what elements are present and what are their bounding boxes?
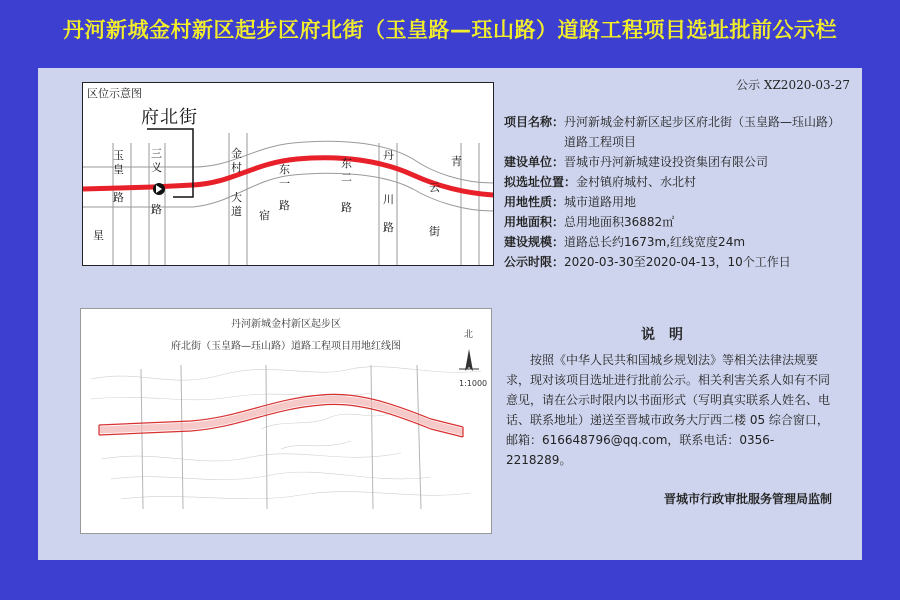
info-row-site: 拟选址位置： 金村镇府城村、水北村: [504, 175, 697, 189]
plan-title-line2: 府北街（玉皇路—珏山路）道路工程项目用地红线图: [171, 341, 401, 352]
supervisor-label: 晋城市行政审批服务管理局监制: [663, 492, 832, 506]
road-label-su: 宿: [259, 209, 270, 222]
plan-drawing: [81, 309, 491, 533]
project-info: [504, 112, 854, 272]
notice-number: 公示 XZ2020-03-27: [736, 78, 850, 92]
street-label: 府北街: [141, 107, 198, 128]
road-label-dongyi: 东 一 路: [279, 163, 290, 212]
plan-title-line1: 丹河新城金村新区起步区: [231, 319, 341, 330]
plan-route: [99, 399, 463, 432]
info-row-area: 用地面积： 总用地面积36882㎡: [504, 215, 675, 229]
page-title: 丹河新城金村新区起步区府北街（玉皇路—珏山路）道路工程项目选址批前公示栏: [63, 18, 837, 42]
info-row-name: 项目名称： 丹河新城金村新区起步区府北街（玉皇路—珏山路）: [504, 115, 841, 129]
info-row-unit: 建设单位： 晋城市丹河新城建设投资集团有限公司: [504, 155, 769, 169]
north-label: 北: [464, 330, 474, 340]
road-label-qing: 青: [451, 155, 462, 168]
road-label-xing: 星: [93, 229, 104, 242]
road-label-jie: 街: [429, 225, 440, 238]
road-label-jincun: 金 村 大 道: [231, 147, 242, 218]
location-map: [82, 82, 494, 266]
road-label-sanyi: 三 义 路: [151, 147, 162, 216]
road-label-yuhuang: 玉 皇 路: [113, 149, 124, 204]
notice-board: [38, 68, 862, 560]
note-heading: 说明: [641, 327, 697, 343]
location-map-caption: 区位示意图: [87, 87, 142, 100]
note-body: 按照《中华人民共和国城乡规划法》等相关法律法规要求，现对该项目选址进行批前公示。相关利害关系人如有不同意见，请在公示时限内以书面形式（写明真实联系人姓名、电话、联系地址）递送至晋城市政务大厅西二楼 05 综合窗口，邮箱：616648796@qq.com，联系电话：0356-2218289。: [506, 353, 831, 467]
plan-scale: 1:1000: [459, 379, 488, 388]
north-arrow-icon: [459, 349, 479, 371]
info-row-scale: 建设规模： 道路总长约1673m,红线宽度24m: [504, 235, 746, 249]
road-label-donger: 东 二 路: [341, 157, 352, 214]
road-label-danchuan: 丹 川 路: [383, 149, 394, 234]
info-row-nature: 用地性质： 城市道路用地: [504, 195, 637, 209]
info-row-period: 公示时限： 2020-03-30至2020-04-13，10个工作日: [504, 255, 791, 269]
red-line-plan: [80, 308, 492, 534]
info-row-name-cont: 道路工程项目: [564, 135, 637, 149]
road-label-yun: 云: [429, 181, 440, 194]
